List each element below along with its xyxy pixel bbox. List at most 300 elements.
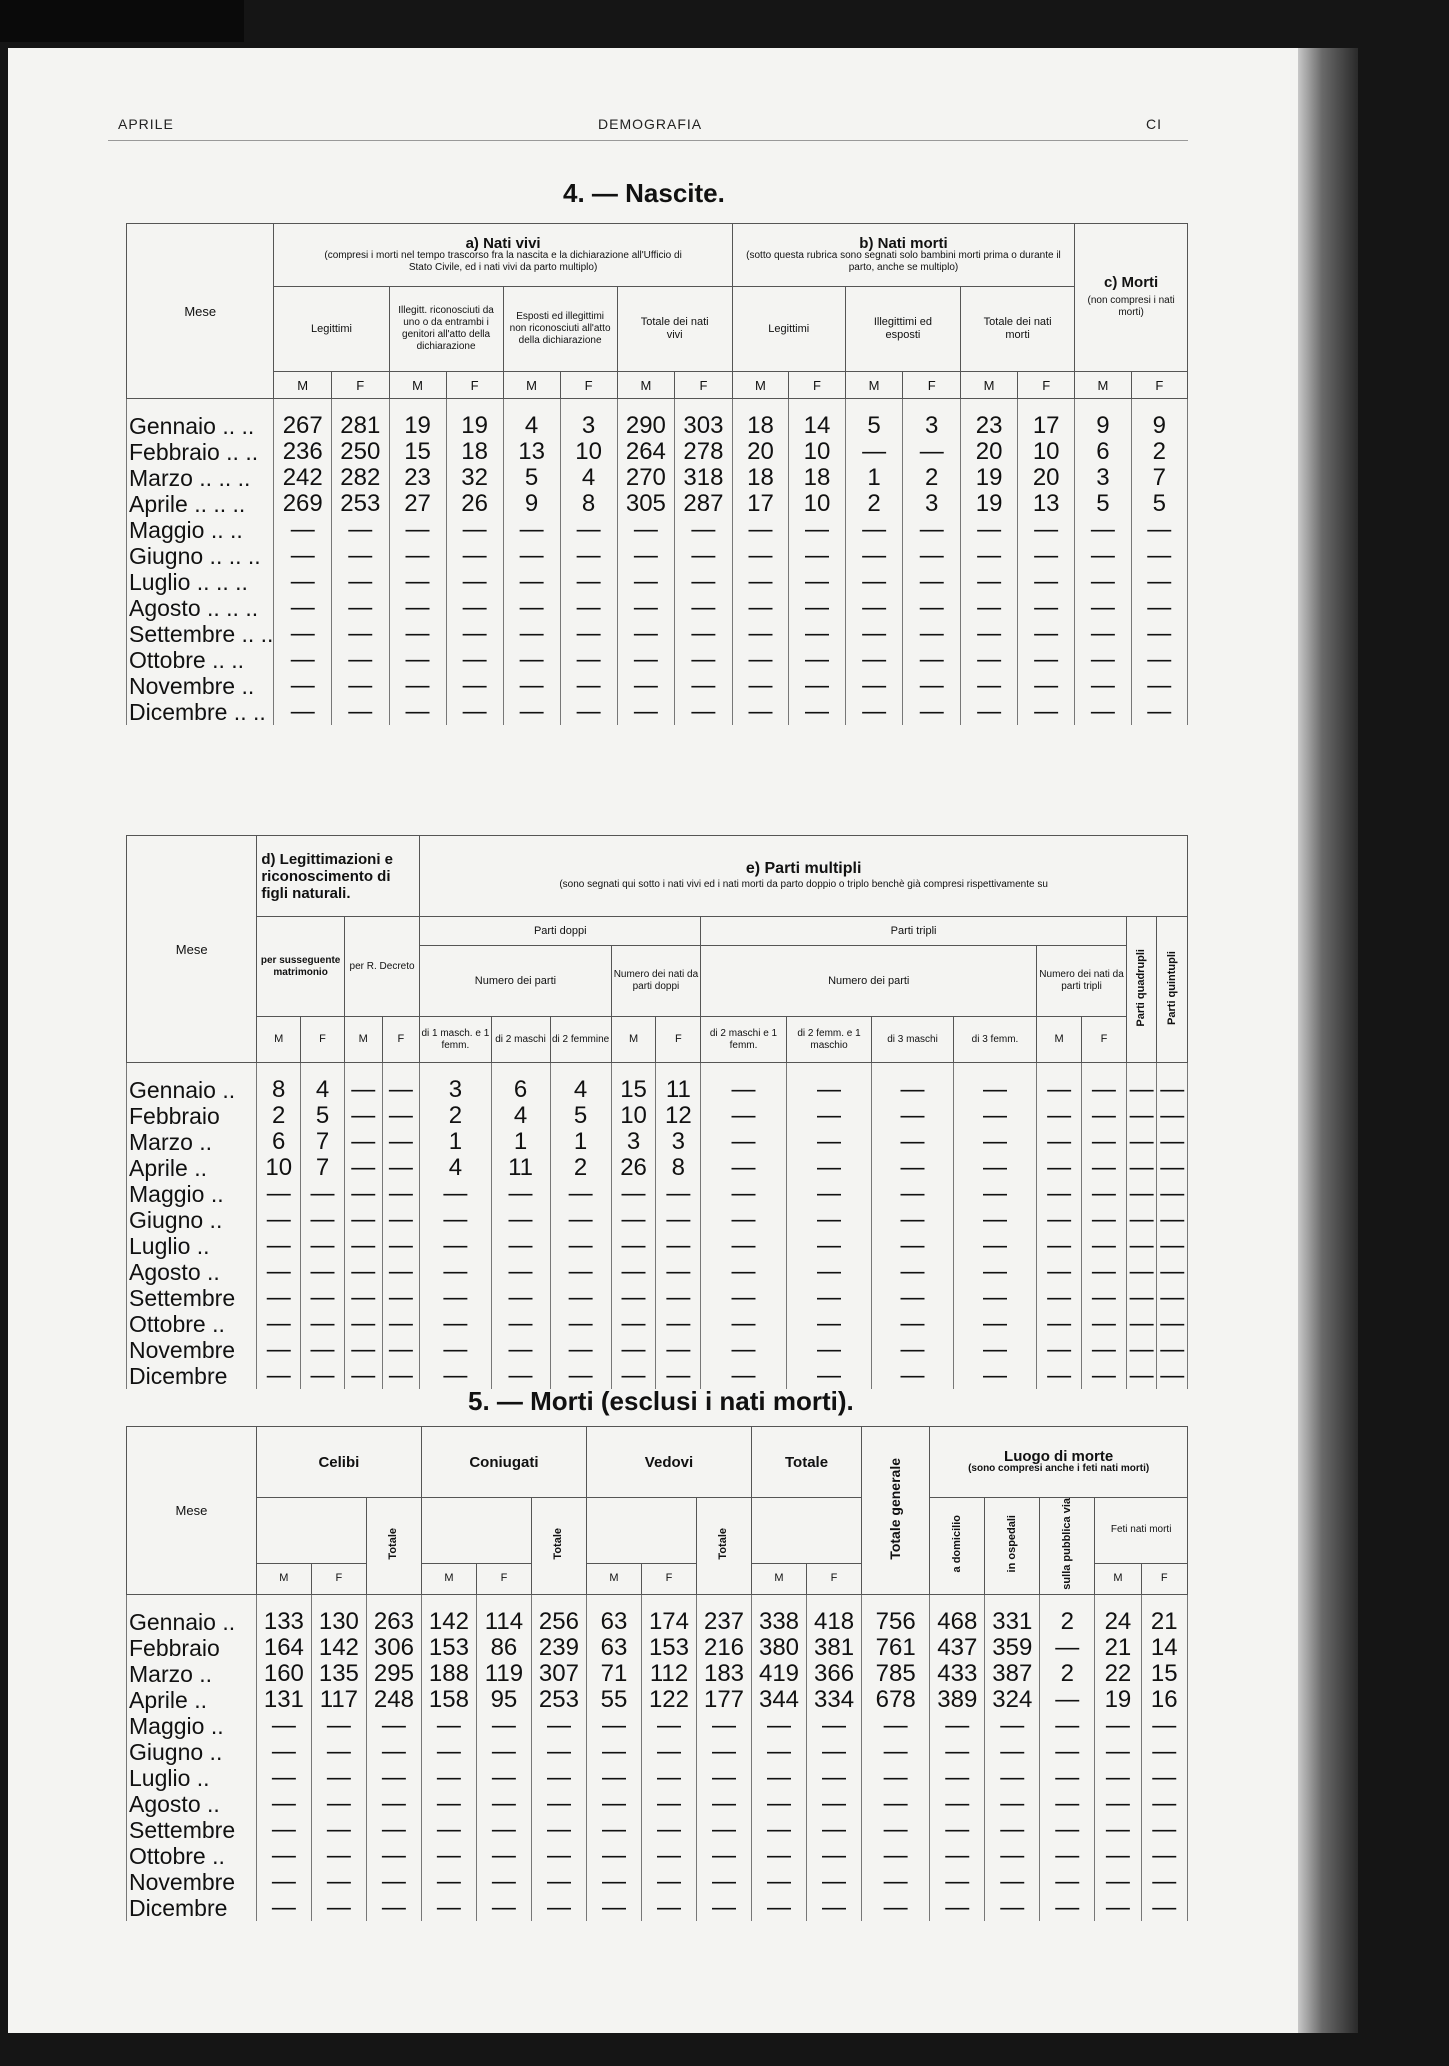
nascite-cell: —	[675, 621, 733, 647]
nascite-cell: 18	[789, 465, 846, 491]
morti-cell: —	[1141, 1817, 1187, 1843]
parti-cell: —	[701, 1155, 787, 1181]
parti-cell: —	[872, 1181, 953, 1207]
parti-cell: —	[550, 1337, 611, 1363]
nascite-cell: 17	[732, 491, 789, 517]
morti-cell: —	[752, 1869, 807, 1895]
nascite-cell: 13	[1018, 491, 1075, 517]
morti-cell: —	[531, 1843, 586, 1869]
parti-cell: —	[344, 1155, 382, 1181]
nascite-cell: —	[617, 569, 675, 595]
parti-cell: 2	[550, 1155, 611, 1181]
parti-cell: —	[1126, 1363, 1157, 1389]
mf3-m-feti: M	[1095, 1563, 1141, 1594]
parti-cell: —	[701, 1363, 787, 1389]
row-month: Agosto ..	[127, 1791, 257, 1817]
nascite-cell: —	[1131, 699, 1187, 725]
row-month: Dicembre	[127, 1895, 257, 1921]
parti-cell: —	[1157, 1207, 1188, 1233]
morti-cell: 307	[531, 1661, 586, 1687]
parti-cell: 3	[656, 1129, 701, 1155]
morti-cell: —	[930, 1765, 985, 1791]
h-pubblica-via	[1040, 1498, 1095, 1595]
mf-header-row-2	[127, 1017, 1188, 1063]
parti-cell: —	[382, 1155, 420, 1181]
nascite-cell: —	[446, 595, 503, 621]
morti-cell: —	[421, 1817, 476, 1843]
parti-cell: —	[872, 1337, 953, 1363]
table-row	[127, 439, 1188, 465]
nascite-cell: 10	[1018, 439, 1075, 465]
nascite-cell: —	[1131, 543, 1187, 569]
row-month: Agosto .. .. ..	[127, 595, 274, 621]
h-domicilio	[930, 1498, 985, 1595]
parti-cell: —	[1082, 1285, 1127, 1311]
nascite-cell: 282	[332, 465, 390, 491]
nascite-cell: —	[332, 621, 390, 647]
morti-cell: —	[421, 1895, 476, 1921]
morti-cell: —	[807, 1713, 862, 1739]
parti-cell: —	[301, 1337, 345, 1363]
mf-f-5: F	[903, 372, 961, 399]
h-regio-decreto: per R. Decreto	[344, 917, 419, 1017]
parti-cell: —	[491, 1311, 550, 1337]
morti-cell: —	[985, 1895, 1040, 1921]
morti-cell: 216	[696, 1635, 751, 1661]
mf3-f-coniugati: F	[476, 1563, 531, 1594]
nascite-cell: —	[961, 647, 1018, 673]
nati-morti-title: b) Nati morti	[859, 234, 948, 252]
row-month: Settembre	[127, 1285, 257, 1311]
parti-cell: —	[382, 1311, 420, 1337]
parti-cell: —	[701, 1207, 787, 1233]
morti-cell: 366	[807, 1661, 862, 1687]
parti-cell: —	[786, 1285, 872, 1311]
morti-cell: —	[366, 1843, 421, 1869]
row-month: Novembre ..	[127, 673, 274, 699]
parti-cell: —	[1037, 1363, 1082, 1389]
nascite-cell: —	[675, 673, 733, 699]
table-row	[127, 1233, 1188, 1259]
nascite-cell: —	[503, 699, 560, 725]
nascite-cell: —	[1075, 647, 1131, 673]
parti-cell: —	[1082, 1259, 1127, 1285]
nascite-cell: —	[675, 699, 733, 725]
morti-cell: 381	[807, 1635, 862, 1661]
morti-cell: —	[1040, 1869, 1095, 1895]
morti-cell: —	[1141, 1713, 1187, 1739]
nascite-cell: —	[732, 699, 789, 725]
nascite-cell: 1	[845, 465, 903, 491]
parti-cell: —	[1082, 1233, 1127, 1259]
morti-cell: —	[641, 1869, 696, 1895]
nascite-cell: —	[1018, 699, 1075, 725]
nascite-cell: 7	[1131, 465, 1187, 491]
parti-cell: —	[382, 1337, 420, 1363]
morti-cell: 239	[531, 1635, 586, 1661]
nascite-cell: —	[332, 543, 390, 569]
morti-cell: —	[985, 1869, 1040, 1895]
nascite-cell: —	[446, 647, 503, 673]
morti-cell: —	[807, 1895, 862, 1921]
h-parti-quadrupli	[1126, 917, 1157, 1063]
parti-cell: —	[1157, 1311, 1188, 1337]
parti-cell: —	[611, 1311, 656, 1337]
parti-cell: —	[953, 1129, 1036, 1155]
parti-cell: —	[491, 1181, 550, 1207]
morti-cell: —	[256, 1765, 311, 1791]
nascite-cell: —	[389, 699, 446, 725]
morti-cell: —	[1040, 1635, 1095, 1661]
nascite-cell: 5	[503, 465, 560, 491]
table-row	[127, 647, 1188, 673]
morti-cell: —	[531, 1817, 586, 1843]
nascite-cell: 5	[845, 399, 903, 440]
parti-cell: —	[611, 1337, 656, 1363]
morti-cell: 16	[1141, 1687, 1187, 1713]
mf-m-1: M	[389, 372, 446, 399]
nascite-cell: —	[274, 517, 332, 543]
mf-f-3: F	[675, 372, 733, 399]
mf3-m-coniugati: M	[421, 1563, 476, 1594]
mf-header-row	[127, 372, 1188, 399]
parti-cell: —	[1037, 1259, 1082, 1285]
table-row	[127, 1285, 1188, 1311]
morti-cell: —	[476, 1817, 531, 1843]
mf-m-5: M	[845, 372, 903, 399]
parti-cell: —	[257, 1363, 301, 1389]
parti-cell: —	[786, 1129, 872, 1155]
morti-cell: —	[696, 1895, 751, 1921]
nascite-cell: 15	[389, 439, 446, 465]
table-row	[127, 1661, 1188, 1687]
nascite-cell: 13	[503, 439, 560, 465]
nascite-cell: 2	[1131, 439, 1187, 465]
nascite-cell: 281	[332, 399, 390, 440]
nascite-cell: —	[675, 595, 733, 621]
nascite-cell: —	[389, 595, 446, 621]
nascite-cell: —	[961, 569, 1018, 595]
parti-cell: —	[301, 1181, 345, 1207]
morti-cell: —	[476, 1765, 531, 1791]
nascite-cell: —	[389, 621, 446, 647]
row-month: Marzo ..	[127, 1129, 257, 1155]
parti-cell: —	[611, 1233, 656, 1259]
nascite-cell: —	[675, 569, 733, 595]
morti-cell: —	[586, 1895, 641, 1921]
parti-cell: —	[344, 1259, 382, 1285]
morti-cell: —	[930, 1817, 985, 1843]
nascite-cell: 236	[274, 439, 332, 465]
page	[8, 48, 1298, 2033]
row-month: Luglio ..	[127, 1233, 257, 1259]
nascite-cell: —	[845, 673, 903, 699]
nascite-cell: —	[961, 543, 1018, 569]
h-illegittimi-esposti: Illegittimi ed esposti	[845, 287, 960, 372]
nascite-cell: —	[332, 647, 390, 673]
morti-cell: —	[641, 1817, 696, 1843]
morti-cell: —	[586, 1713, 641, 1739]
parti-cell: 4	[301, 1063, 345, 1104]
nascite-cell: —	[503, 517, 560, 543]
nascite-cell: —	[1075, 595, 1131, 621]
parti-cell: —	[611, 1207, 656, 1233]
nascite-cell: —	[1018, 517, 1075, 543]
morti-cell: —	[862, 1713, 930, 1739]
morti-cell: —	[985, 1817, 1040, 1843]
parti-cell: —	[344, 1207, 382, 1233]
pubblica-via-label: sulla pubblica via	[1060, 1498, 1073, 1590]
morti-cell: —	[752, 1791, 807, 1817]
nascite-cell: —	[789, 673, 846, 699]
morti-cell: —	[641, 1765, 696, 1791]
parti-cell: —	[344, 1311, 382, 1337]
parti-cell: 4	[420, 1155, 491, 1181]
nascite-cell: —	[446, 543, 503, 569]
mf2-m-0: M	[257, 1017, 301, 1063]
parti-cell: 5	[301, 1103, 345, 1129]
nascite-cell: —	[617, 543, 675, 569]
row-month: Giugno ..	[127, 1207, 257, 1233]
morti-cell: —	[696, 1791, 751, 1817]
morti-cell: 153	[641, 1635, 696, 1661]
parti-cell: —	[1126, 1129, 1157, 1155]
morti-cell: 153	[421, 1635, 476, 1661]
table-row	[127, 1155, 1188, 1181]
parti-cell: 8	[257, 1063, 301, 1104]
parti-cell: 2	[420, 1103, 491, 1129]
morti-cell: 678	[862, 1687, 930, 1713]
h-totale-nati-morti: Totale dei nati morti	[961, 287, 1075, 372]
parti-cell: —	[420, 1337, 491, 1363]
row-month: Febbraio .. ..	[127, 439, 274, 465]
nascite-cell: —	[845, 647, 903, 673]
parti-cell: —	[1157, 1233, 1188, 1259]
legittimazioni-title: d) Legittimazioni e riconoscimento di figli naturali.	[257, 836, 420, 917]
morti-cell: —	[752, 1895, 807, 1921]
morti-cell: —	[1040, 1791, 1095, 1817]
parti-cell: —	[656, 1311, 701, 1337]
h-tripli-2f-1m: di 2 femm. e 1 maschio	[786, 1017, 872, 1063]
row-month: Giugno .. .. ..	[127, 543, 274, 569]
mf3-f-vedovi: F	[641, 1563, 696, 1594]
nascite-cell: —	[446, 673, 503, 699]
nascite-cell: 18	[732, 399, 789, 440]
parti-cell: —	[1126, 1285, 1157, 1311]
parti-cell: —	[1037, 1337, 1082, 1363]
morti-cell: —	[1141, 1791, 1187, 1817]
row-month: Aprile .. .. ..	[127, 491, 274, 517]
morti-cell: —	[586, 1739, 641, 1765]
nascite-cell: 3	[903, 399, 961, 440]
mf-f-2: F	[560, 372, 617, 399]
morti-cell: 15	[1141, 1661, 1187, 1687]
nascite-cell: 318	[675, 465, 733, 491]
morti-body	[127, 1594, 1188, 1921]
parti-cell: —	[872, 1363, 953, 1389]
h-coniugati: Coniugati	[421, 1427, 586, 1498]
running-header-center: DEMOGRAFIA	[598, 116, 703, 132]
mf-m-2: M	[503, 372, 560, 399]
h-vedovi: Vedovi	[586, 1427, 751, 1498]
morti-cell: —	[1040, 1739, 1095, 1765]
mf-f-1: F	[446, 372, 503, 399]
morti-cell: 117	[311, 1687, 366, 1713]
parti-cell: —	[786, 1337, 872, 1363]
morti-cell: 334	[807, 1687, 862, 1713]
nascite-cell: 4	[560, 465, 617, 491]
morti-cell: —	[421, 1765, 476, 1791]
nascite-cell: —	[961, 621, 1018, 647]
nascite-cell: —	[903, 569, 961, 595]
morti-cell: 437	[930, 1635, 985, 1661]
nascite-body	[127, 399, 1188, 726]
nascite-cell: —	[732, 569, 789, 595]
morti-cell: 188	[421, 1661, 476, 1687]
morti-cell: 2	[1040, 1661, 1095, 1687]
nascite-cell: —	[1018, 673, 1075, 699]
parti-cell: —	[257, 1259, 301, 1285]
parti-cell: 15	[611, 1063, 656, 1104]
nascite-cell: —	[332, 673, 390, 699]
mf-f-4: F	[789, 372, 846, 399]
morti-cell: —	[1095, 1843, 1141, 1869]
morti-cell: —	[807, 1843, 862, 1869]
h-doppi-2m: di 2 maschi	[491, 1017, 550, 1063]
table-row	[127, 1129, 1188, 1155]
morti-cell: 21	[1095, 1635, 1141, 1661]
morti-cell: 19	[1095, 1687, 1141, 1713]
morti-cell: 306	[366, 1635, 421, 1661]
morti-cell: —	[1141, 1843, 1187, 1869]
luogo-note: (sono compresi anche i feti nati morti)	[968, 1462, 1150, 1474]
parti-cell: —	[701, 1259, 787, 1285]
nascite-cell: —	[961, 699, 1018, 725]
parti-cell: —	[1157, 1129, 1188, 1155]
nascite-cell: —	[1131, 621, 1187, 647]
parti-cell: —	[382, 1129, 420, 1155]
h-totale: Totale	[752, 1427, 862, 1498]
morti-cell: —	[641, 1791, 696, 1817]
mf3-f-celibi: F	[311, 1563, 366, 1594]
nascite-cell: —	[675, 517, 733, 543]
nascite-cell: 264	[617, 439, 675, 465]
nascite-cell: 19	[961, 491, 1018, 517]
nascite-cell: —	[1018, 543, 1075, 569]
morti-cell: —	[862, 1843, 930, 1869]
mf2-m-1: M	[344, 1017, 382, 1063]
table-row	[127, 399, 1188, 440]
mf2-m-3: M	[1037, 1017, 1082, 1063]
h-totale-mf	[752, 1498, 862, 1564]
nascite-cell: 5	[1075, 491, 1131, 517]
row-month: Gennaio .. ..	[127, 399, 274, 440]
h-tripli-3f: di 3 femm.	[953, 1017, 1036, 1063]
morti-cell: —	[311, 1843, 366, 1869]
parti-cell: —	[420, 1181, 491, 1207]
nascite-cell: —	[503, 569, 560, 595]
morti-cell: 114	[476, 1594, 531, 1635]
nascite-cell: —	[1075, 699, 1131, 725]
row-month: Dicembre	[127, 1363, 257, 1389]
parti-cell: 11	[656, 1063, 701, 1104]
morti-cell: —	[1141, 1895, 1187, 1921]
parti-cell: —	[611, 1259, 656, 1285]
h-feti-nati-morti: Feti nati morti	[1095, 1498, 1188, 1564]
table-row	[127, 517, 1188, 543]
parti-cell: —	[656, 1259, 701, 1285]
parti-cell: —	[872, 1129, 953, 1155]
morti-cell: —	[366, 1869, 421, 1895]
nascite-cell: 3	[903, 491, 961, 517]
parti-cell: 12	[656, 1103, 701, 1129]
parti-multipli-body	[127, 1063, 1188, 1390]
ospedali-label: in ospedali	[1005, 1515, 1018, 1573]
table-row	[127, 673, 1188, 699]
page-number: CI	[1146, 116, 1162, 132]
nascite-cell: —	[389, 569, 446, 595]
morti-cell: —	[1040, 1687, 1095, 1713]
group-nati-vivi	[274, 224, 732, 287]
parti-cell: —	[953, 1363, 1036, 1389]
parti-cell: —	[1157, 1285, 1188, 1311]
morti-cell: 122	[641, 1687, 696, 1713]
parti-cell: —	[1082, 1129, 1127, 1155]
morti-cell: 468	[930, 1594, 985, 1635]
parti-cell: —	[1082, 1103, 1127, 1129]
nascite-cell: 19	[446, 399, 503, 440]
nascite-cell: —	[560, 517, 617, 543]
parti-cell: —	[1082, 1181, 1127, 1207]
morti-cell: —	[586, 1791, 641, 1817]
parti-cell: 3	[611, 1129, 656, 1155]
morti-cell: 331	[985, 1594, 1040, 1635]
nascite-cell: —	[617, 673, 675, 699]
morti-cell: 55	[586, 1687, 641, 1713]
parti-cell: 2	[257, 1103, 301, 1129]
morti-cell: —	[641, 1739, 696, 1765]
nascite-cell: —	[961, 595, 1018, 621]
nascite-cell: —	[1075, 569, 1131, 595]
mf-f-7: F	[1131, 372, 1187, 399]
nascite-cell: —	[845, 699, 903, 725]
nascite-cell: 20	[1018, 465, 1075, 491]
morti-cell: —	[531, 1765, 586, 1791]
table-row	[127, 1103, 1188, 1129]
table-row	[127, 621, 1188, 647]
morti-cell: —	[930, 1895, 985, 1921]
parti-cell: —	[786, 1311, 872, 1337]
nascite-cell: —	[503, 621, 560, 647]
nascite-cell: —	[1075, 543, 1131, 569]
parti-cell: 8	[656, 1155, 701, 1181]
nascite-cell: 3	[1075, 465, 1131, 491]
nascite-cell: 14	[789, 399, 846, 440]
morti-cell: 95	[476, 1687, 531, 1713]
parti-cell: —	[1037, 1155, 1082, 1181]
parti-cell: 1	[550, 1129, 611, 1155]
morti-cell: 359	[985, 1635, 1040, 1661]
parti-cell: —	[344, 1363, 382, 1389]
morti-cell: —	[256, 1895, 311, 1921]
morti-cell: —	[752, 1739, 807, 1765]
morti-cell: —	[476, 1843, 531, 1869]
parti-cell: —	[701, 1337, 787, 1363]
parti-cell: —	[786, 1207, 872, 1233]
morti-cell: —	[985, 1791, 1040, 1817]
table-row	[127, 1817, 1188, 1843]
group-parti-multipli	[420, 836, 1188, 917]
